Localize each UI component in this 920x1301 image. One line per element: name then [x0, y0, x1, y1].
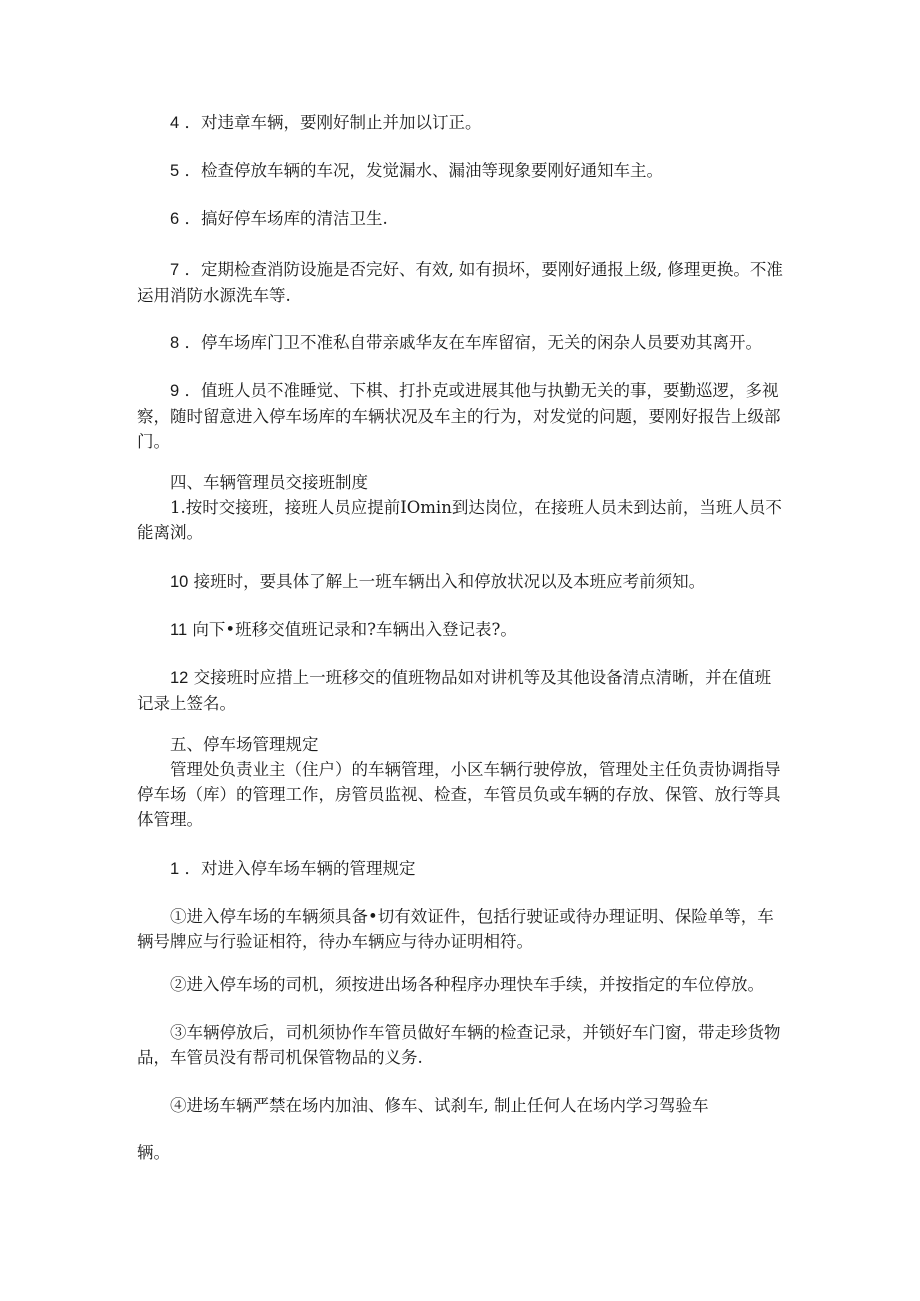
paragraph-text: ．停车场库门卫不准私自带亲戚华友在车库留宿，无关的闲杂人员要劝其离开。 [184, 333, 762, 352]
paragraph-text: ①进入停车场的车辆须具备•切有效证件，包括行驶证或待办理证明、保险单等，车辆号牌应与行验证相符，待办车辆应与待办证明相符。 [137, 907, 774, 951]
paragraph-item-5 [137, 158, 787, 184]
item-number: 11 [170, 621, 188, 639]
paragraph-text: ．对进入停车场车辆的管理规定 [184, 859, 416, 878]
paragraph-subsection-1 [137, 856, 787, 882]
paragraph-text: ③车辆停放后，司机须协作车管员做好车辆的检查记录，并锁好车门窗，带走珍货物品，车管员没有帮司机保管物品的义务. [137, 1023, 781, 1067]
paragraph-item-1-shift [137, 495, 787, 545]
paragraph-circle-1 [137, 904, 787, 954]
paragraph-text: ．对违章车辆，要刚好制止并加以订正。 [184, 113, 482, 132]
paragraph-continuation [137, 1140, 787, 1165]
paragraph-text: ．定期检查消防设施是否完好、有效, 如有损坏，要刚好通报上级, 修理更换。不准运用消防水源洗车等. [137, 260, 783, 305]
paragraph-text: 辆。 [137, 1143, 170, 1162]
paragraph-item-9 [137, 378, 787, 454]
paragraph-circle-4 [137, 1093, 787, 1118]
item-number: 9 [170, 382, 180, 400]
paragraph-text: ．检查停放车辆的车况，发觉漏水、漏油等现象要刚好通知车主。 [184, 161, 663, 180]
item-number: 1 [170, 860, 180, 878]
paragraph-text: ④进场车辆严禁在场内加油、修车、试刹车, 制止任何人在场内学习驾验车 [170, 1096, 709, 1115]
item-number: 8 [170, 334, 180, 352]
paragraph-item-8 [137, 330, 787, 356]
paragraph-item-10 [137, 569, 787, 595]
item-number: 5 [170, 162, 180, 180]
paragraph-text: 向下•班移交值班记录和?车辆出入登记表?。 [192, 620, 517, 639]
paragraph-text: ．搞好停车场库的清洁卫生. [184, 209, 388, 228]
item-number: 6 [170, 210, 180, 228]
paragraph-item-4 [137, 110, 787, 136]
paragraph-item-11 [137, 617, 787, 643]
paragraph-text: 1.按时交接班，接班人员应提前IOmin到达岗位，在接班人员未到达前，当班人员不能离浏。 [137, 498, 782, 542]
paragraph-circle-2 [137, 972, 787, 997]
paragraph-item-12 [137, 665, 787, 716]
item-number: 12 [170, 669, 189, 687]
heading-text: 五、停车场管理规定 [170, 735, 319, 754]
section-heading-5 [137, 732, 787, 757]
item-number: 7 [170, 261, 180, 279]
section-heading-4 [137, 470, 787, 495]
paragraph-text: ②进入停车场的司机，须按进出场各种程序办理快车手续，并按指定的车位停放。 [170, 975, 764, 994]
heading-text: 四、车辆管理员交接班制度 [170, 473, 368, 492]
paragraph-text: 管理处负责业主（住户）的车辆管理，小区车辆行驶停放，管理处主任负责协调指导停车场（库）的管理工作，房管员监视、检查，车管员负或车辆的存放、保管、放行等具体管理。 [137, 760, 781, 829]
paragraph-intro [137, 757, 787, 832]
paragraph-text: ．值班人员不准睡觉、下棋、打扑克或进展其他与执勤无关的事，要勤巡逻，多视察，随时留意进入停车场库的车辆状况及车主的行为，对发觉的问题，要刚好报告上级部门。 [137, 381, 781, 451]
paragraph-text: 接班时，要具体了解上一班车辆出入和停放状况以及本班应考前须知。 [193, 572, 706, 591]
item-number: 4 [170, 114, 180, 132]
paragraph-text: 交接班时应措上一班移交的值班物品如对讲机等及其他设备清点清晰，并在值班记录上签名。 [137, 668, 772, 713]
paragraph-item-7 [137, 257, 787, 308]
paragraph-item-6 [137, 206, 787, 232]
item-number: 10 [170, 573, 189, 591]
paragraph-circle-3 [137, 1020, 787, 1070]
